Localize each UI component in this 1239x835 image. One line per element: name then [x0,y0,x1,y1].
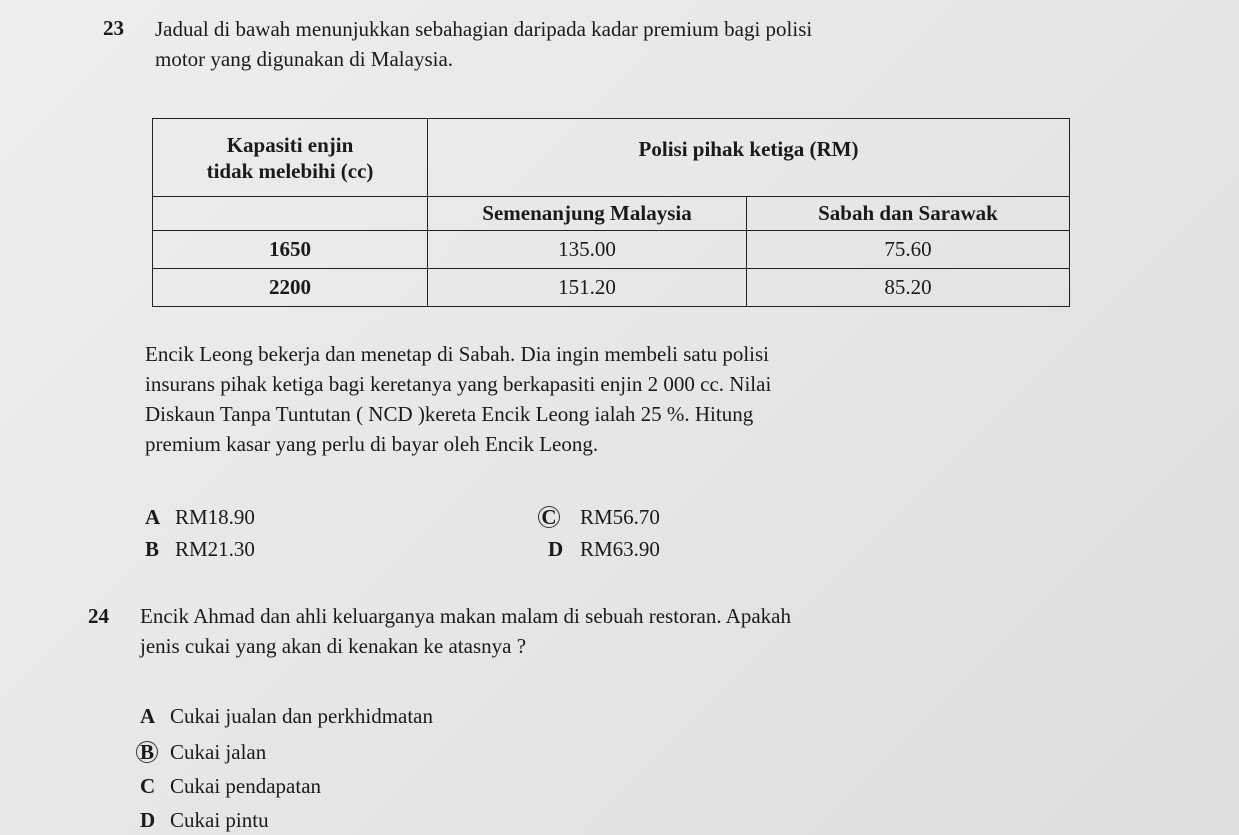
option-letter-c: C [538,506,560,528]
q23-body-line1: Encik Leong bekerja dan menetap di Sabah. Dia ingin membeli satu polisi [145,342,770,366]
q23-intro-line2: motor yang digunakan di Malaysia. [155,47,454,71]
q23-intro-line1: Jadual di bawah menunjukkan sebahagian daripada kadar premium bagi polisi [155,17,813,41]
option-text-c: RM56.70 [580,505,660,529]
q24-number: 24 [88,604,109,628]
cell-peninsular: 151.20 [428,269,747,307]
premium-rate-table [152,118,1070,307]
q24-option-a[interactable] [140,704,433,729]
q23-number: 23 [103,16,124,40]
option-letter-b: B [145,537,160,561]
option-letter-d: D [548,537,564,561]
cell-cc: 1650 [153,231,428,269]
q23-body-line3: Diskaun Tanpa Tuntutan ( NCD )kereta Encik Leong ialah 25 %. Hitung [145,402,754,426]
option-letter-b: B [136,741,158,763]
option-letter-a: A [140,704,156,728]
option-text-a: RM18.90 [175,505,255,529]
q23-intro [155,14,812,74]
option-letter-a: A [145,505,161,529]
option-letter-c: C [140,774,156,798]
q23-option-c[interactable] [540,505,660,530]
q24-body-line2: jenis cukai yang akan di kenakan ke atasnya ? [140,634,527,658]
q23-body [145,339,771,459]
cell-sabah: 85.20 [747,269,1070,307]
q23-option-b[interactable] [145,537,255,562]
q23-body-line2: insurans pihak ketiga bagi keretanya yang berkapasiti enjin 2 000 cc. Nilai [145,372,772,396]
q23-option-a[interactable] [145,505,255,530]
q24-option-b[interactable] [138,740,266,765]
q24-option-d[interactable] [140,808,269,833]
option-text-b: RM21.30 [175,537,255,561]
cell-sabah: 75.60 [747,231,1070,269]
header-engine-capacity-line2: tidak melebihi (cc) [206,158,374,183]
q23-option-d[interactable] [548,537,660,562]
option-text-d: Cukai pintu [170,808,269,832]
cell-peninsular: 135.00 [428,231,747,269]
option-text-d: RM63.90 [580,537,660,561]
header-empty-cell [153,197,428,231]
q23-body-line4: premium kasar yang perlu di bayar oleh Encik Leong. [145,432,599,456]
header-peninsular: Semenanjung Malaysia [428,197,747,231]
table-row [153,231,1070,269]
header-third-party-policy: Polisi pihak ketiga (RM) [428,119,1070,197]
header-engine-capacity [153,119,428,197]
option-text-a: Cukai jualan dan perkhidmatan [170,704,434,728]
q24-option-c[interactable] [140,774,321,799]
option-text-b: Cukai jalan [170,740,267,764]
option-letter-d: D [140,808,156,832]
header-sabah-sarawak: Sabah dan Sarawak [747,197,1070,231]
header-engine-capacity-line1: Kapasiti enjin [226,132,354,157]
option-text-c: Cukai pendapatan [170,774,322,798]
table-row [153,269,1070,307]
q24-body [140,601,791,661]
q24-body-line1: Encik Ahmad dan ahli keluarganya makan malam di sebuah restoran. Apakah [140,604,791,628]
cell-cc: 2200 [153,269,428,307]
